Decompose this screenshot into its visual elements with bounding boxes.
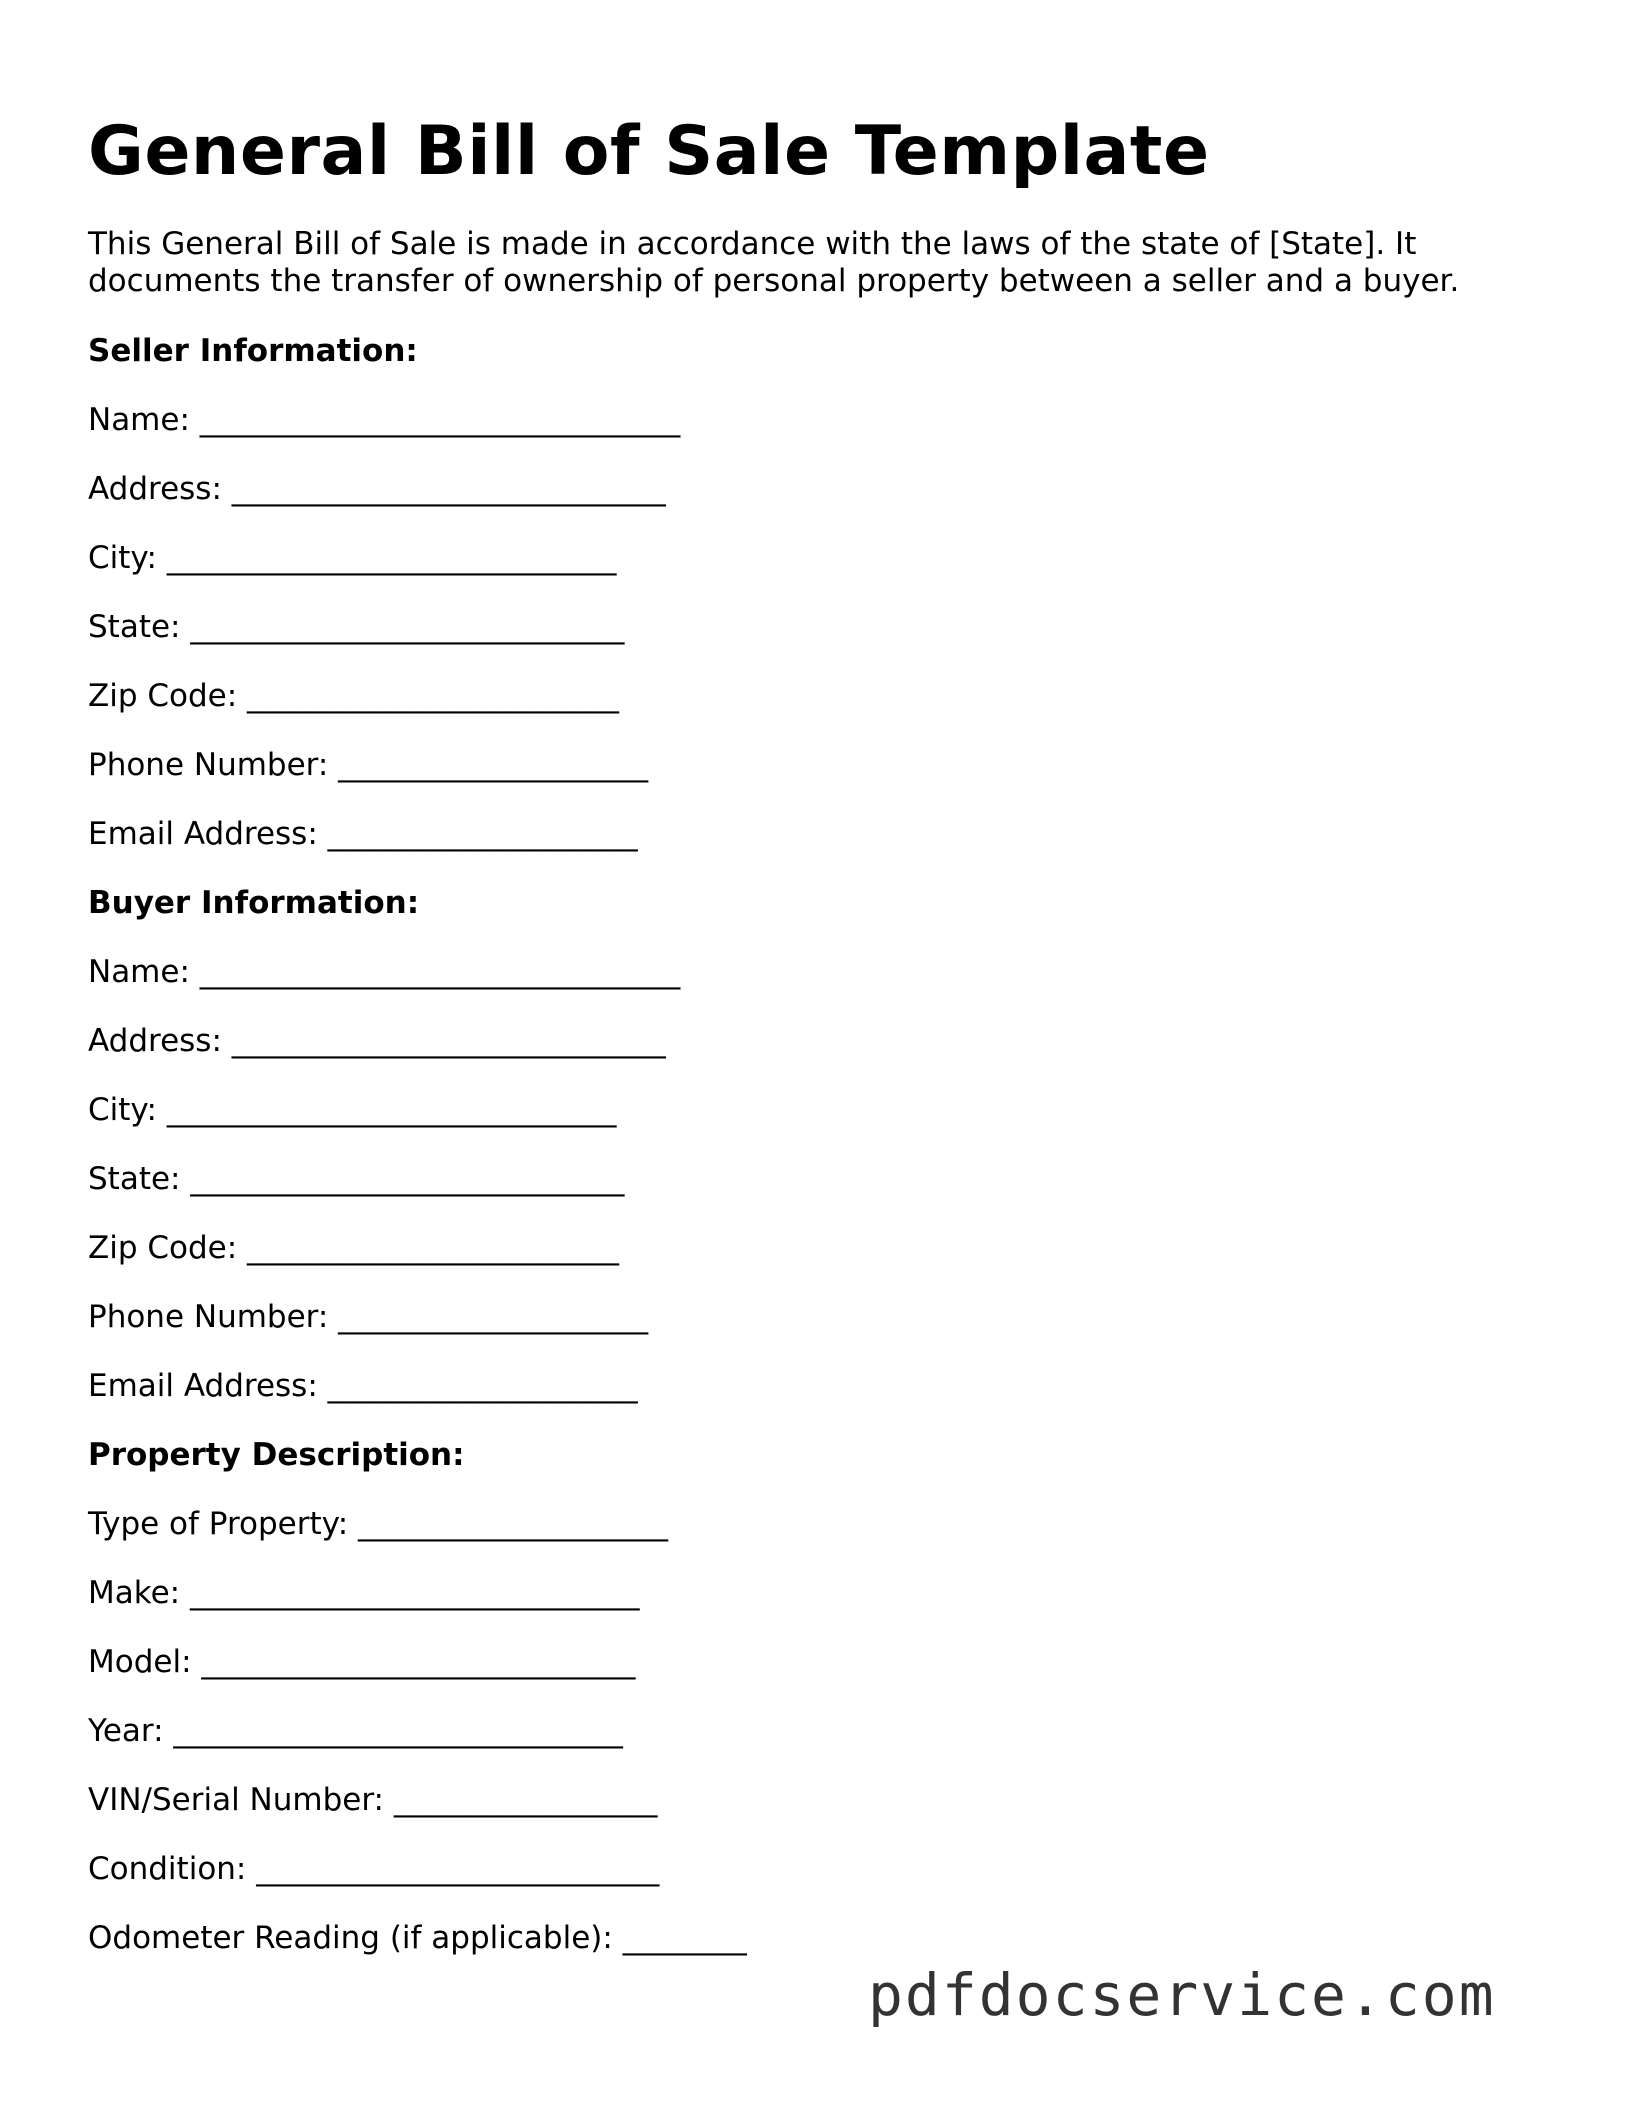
seller-address-field (88, 471, 1548, 508)
buyer-state-blank[interactable]: ____________________________ (190, 1161, 625, 1197)
seller-zip-blank[interactable]: ________________________ (247, 678, 620, 714)
seller-section (88, 333, 1548, 853)
property-model-field (88, 1644, 1548, 1681)
property-vin-blank[interactable]: _________________ (393, 1782, 658, 1818)
property-condition-field (88, 1851, 1548, 1888)
property-type-field (88, 1506, 1548, 1543)
field-label: Name: (88, 954, 190, 990)
seller-state-blank[interactable]: ____________________________ (190, 609, 625, 645)
property-model-blank[interactable]: ____________________________ (201, 1644, 636, 1680)
property-section (88, 1437, 1548, 1957)
property-vin-field (88, 1782, 1548, 1819)
field-label: Phone Number: (88, 747, 329, 783)
property-make-blank[interactable]: _____________________________ (189, 1575, 640, 1611)
buyer-state-field (88, 1161, 1548, 1198)
field-label: Condition: (88, 1851, 247, 1887)
seller-phone-blank[interactable]: ____________________ (338, 747, 649, 783)
seller-state-field (88, 609, 1548, 646)
watermark: pdfdocservice.com (868, 1961, 1496, 2029)
field-label: State: (88, 609, 181, 645)
seller-address-blank[interactable]: ____________________________ (231, 471, 666, 507)
field-label: Name: (88, 402, 190, 438)
buyer-zip-blank[interactable]: ________________________ (247, 1230, 620, 1266)
field-label: Year: (88, 1713, 164, 1749)
field-label: Phone Number: (88, 1299, 329, 1335)
property-type-blank[interactable]: ____________________ (358, 1506, 669, 1542)
field-label: Email Address: (88, 816, 318, 852)
field-label: Address: (88, 1023, 222, 1059)
buyer-email-blank[interactable]: ____________________ (327, 1368, 638, 1404)
field-label: Make: (88, 1575, 181, 1611)
buyer-name-blank[interactable]: _______________________________ (199, 954, 681, 990)
field-label: City: (88, 540, 157, 576)
buyer-phone-blank[interactable]: ____________________ (338, 1299, 649, 1335)
intro-paragraph: This General Bill of Sale is made in accordance with the laws of the state of [State]. It documents the transfer of ownership of personal property between a seller and a buyer. (88, 226, 1460, 299)
seller-heading: Seller Information: (88, 333, 418, 369)
seller-city-blank[interactable]: _____________________________ (166, 540, 617, 576)
buyer-address-blank[interactable]: ____________________________ (231, 1023, 666, 1059)
field-label: Email Address: (88, 1368, 318, 1404)
property-heading: Property Description: (88, 1437, 465, 1473)
bill-of-sale-document (88, 112, 1548, 1989)
property-odometer-blank[interactable]: ________ (622, 1920, 747, 1956)
buyer-city-field (88, 1092, 1548, 1129)
buyer-phone-field (88, 1299, 1548, 1336)
seller-name-field (88, 402, 1548, 439)
seller-phone-field (88, 747, 1548, 784)
buyer-heading: Buyer Information: (88, 885, 420, 921)
seller-email-field (88, 816, 1548, 853)
field-label: Odometer Reading (if applicable): (88, 1920, 613, 1956)
field-label: Zip Code: (88, 678, 238, 714)
buyer-address-field (88, 1023, 1548, 1060)
property-year-field (88, 1713, 1548, 1750)
seller-city-field (88, 540, 1548, 577)
seller-zip-field (88, 678, 1548, 715)
buyer-city-blank[interactable]: _____________________________ (166, 1092, 617, 1128)
field-label: Model: (88, 1644, 192, 1680)
property-odometer-field (88, 1920, 1548, 1957)
buyer-email-field (88, 1368, 1548, 1405)
buyer-section (88, 885, 1548, 1405)
field-label: State: (88, 1161, 181, 1197)
seller-email-blank[interactable]: ____________________ (327, 816, 638, 852)
buyer-zip-field (88, 1230, 1548, 1267)
property-year-blank[interactable]: _____________________________ (173, 1713, 623, 1749)
property-make-field (88, 1575, 1548, 1612)
field-label: Zip Code: (88, 1230, 238, 1266)
field-label: Address: (88, 471, 222, 507)
buyer-name-field (88, 954, 1548, 991)
page-title: General Bill of Sale Template (88, 112, 1210, 191)
field-label: Type of Property: (88, 1506, 349, 1542)
seller-name-blank[interactable]: _______________________________ (199, 402, 681, 438)
property-condition-blank[interactable]: __________________________ (256, 1851, 660, 1887)
field-label: City: (88, 1092, 157, 1128)
field-label: VIN/Serial Number: (88, 1782, 384, 1818)
